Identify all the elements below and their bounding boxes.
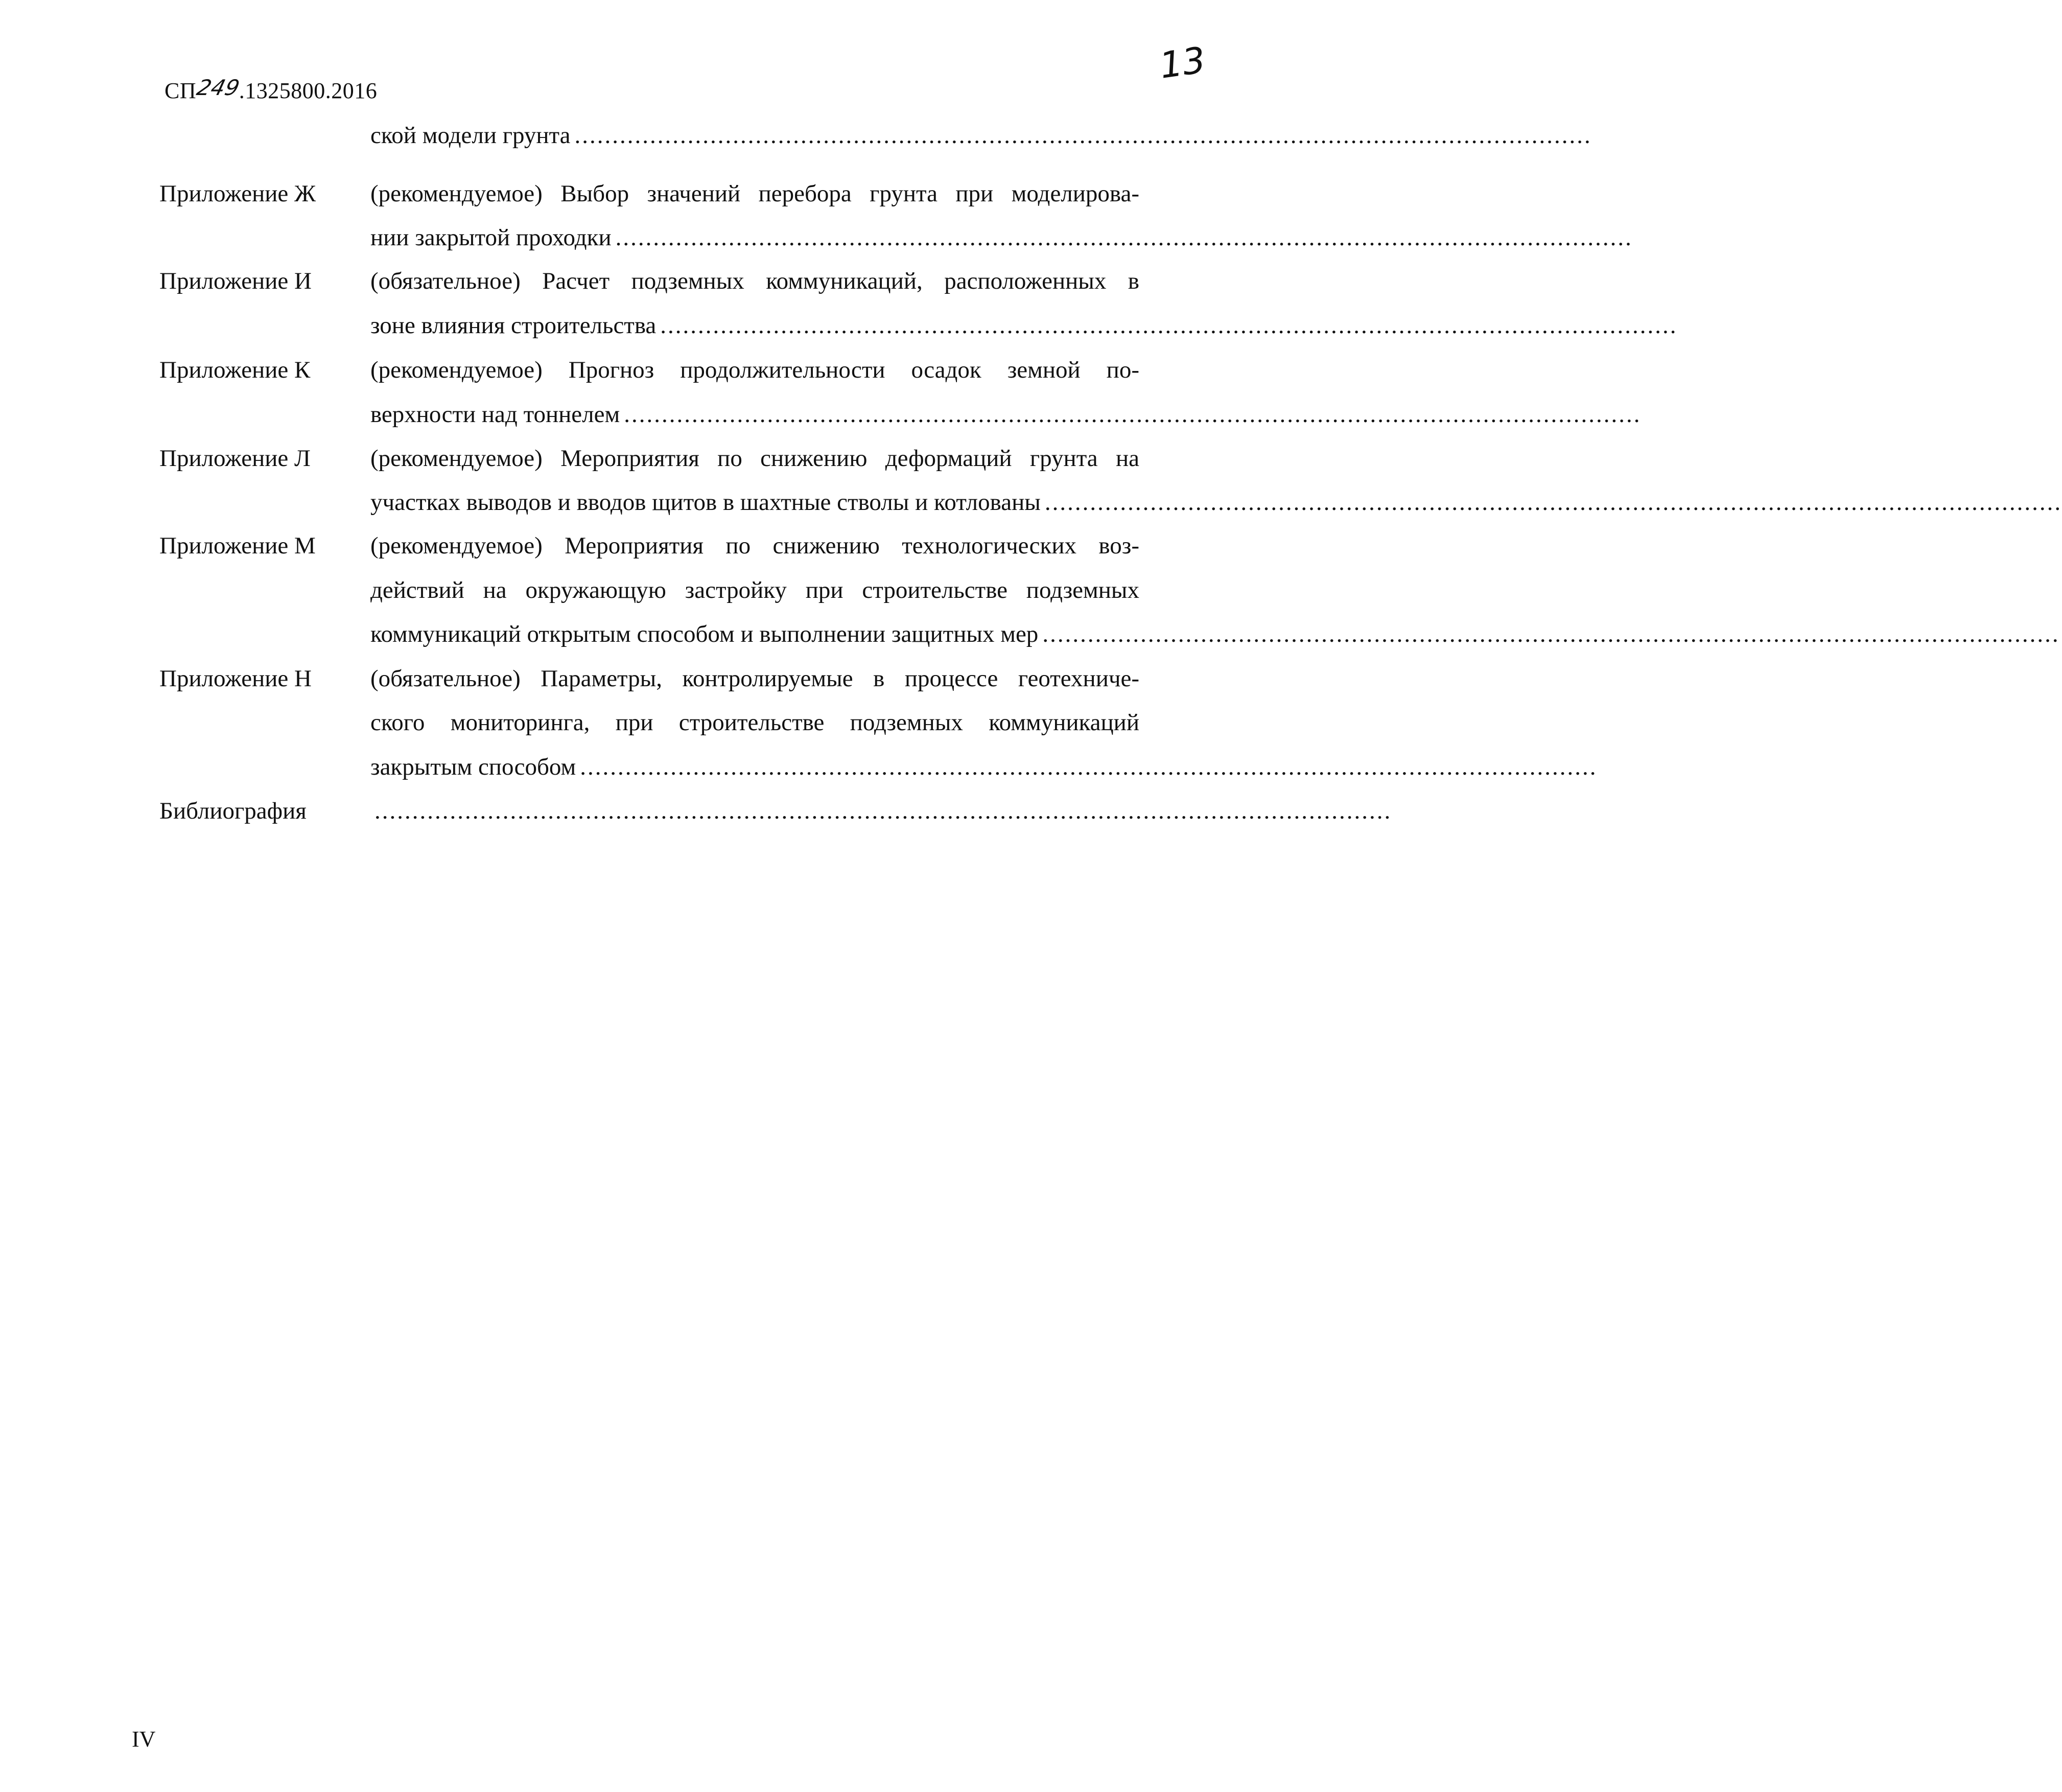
document-code-prefix: СП (165, 78, 197, 103)
toc-entry-line: ского мониторинга, при строительстве подземных коммуникаций (370, 709, 1139, 736)
toc-label-bibliography: Библиография (159, 798, 307, 824)
toc-dot-leader: ....................................................................................................................................... (580, 754, 1598, 780)
toc-label-appendix-k: Приложение К (159, 357, 311, 383)
toc-label-appendix-m: Приложение М (159, 532, 316, 559)
toc-entry-line (370, 401, 1642, 428)
toc-label-appendix-i: Приложение И (159, 268, 312, 294)
toc-dot-leader: ....................................................................................................................................... (374, 798, 1392, 824)
toc-line-text: закрытым способом (370, 754, 576, 780)
toc-entry-line: действий на окружающую застройку при строительстве подземных (370, 577, 1139, 603)
handwritten-sheet-number: 13 (1157, 39, 1208, 87)
toc-entry-line (370, 797, 1392, 825)
toc-line-text: зоне влияния строительства (370, 312, 657, 339)
toc-dot-leader: ....................................................................................................................................... (624, 401, 1642, 428)
toc-entry-line: (рекомендуемое) Мероприятия по снижению деформаций грунта на (370, 445, 1139, 472)
toc-entry-line (370, 620, 2060, 648)
toc-dot-leader: ....................................................................................................................................... (660, 312, 1678, 339)
toc-entry-line: (рекомендуемое) Прогноз продолжительности осадок земной по- (370, 357, 1139, 383)
toc-line-text: ской модели грунта (370, 122, 571, 149)
toc-entry-line (370, 224, 1633, 251)
toc-line-text: верхности над тоннелем (370, 401, 620, 428)
toc-dot-leader: ....................................................................................................................................... (615, 224, 1633, 251)
toc-dot-leader: ....................................................................................................................................... (574, 122, 1592, 149)
toc-line-text: участках выводов и вводов щитов в шахтные стволы и котлованы (370, 489, 1041, 516)
toc-dot-leader: ....................................................................................................................................... (1042, 621, 2060, 647)
toc-label-appendix-n: Приложение Н (159, 665, 312, 692)
document-code-suffix: .1325800.2016 (239, 78, 378, 103)
toc-line-text: коммуникаций открытым способом и выполнении защитных мер (370, 621, 1039, 647)
toc-dot-leader: ....................................................................................................................................... (1044, 489, 2062, 516)
toc-entry-line (370, 312, 1678, 339)
toc-entry-line (370, 488, 2062, 516)
toc-continuation-line (370, 122, 1592, 149)
toc-label-appendix-l: Приложение Л (159, 445, 311, 472)
toc-entry-line (370, 753, 1598, 781)
toc-entry-line: (обязательное) Расчет подземных коммуникаций, расположенных в (370, 268, 1139, 294)
toc-label-appendix-zh: Приложение Ж (159, 180, 316, 207)
page-number: IV (132, 1727, 156, 1752)
toc-line-text: нии закрытой проходки (370, 224, 612, 251)
toc-entry-line: (обязательное) Параметры, контролируемые в процессе геотехниче- (370, 665, 1139, 692)
toc-entry-line: (рекомендуемое) Мероприятия по снижению технологических воз- (370, 532, 1139, 559)
toc-entry-line: (рекомендуемое) Выбор значений перебора грунта при моделирова- (370, 180, 1139, 207)
document-code-handwritten-number: 249 (194, 75, 243, 100)
